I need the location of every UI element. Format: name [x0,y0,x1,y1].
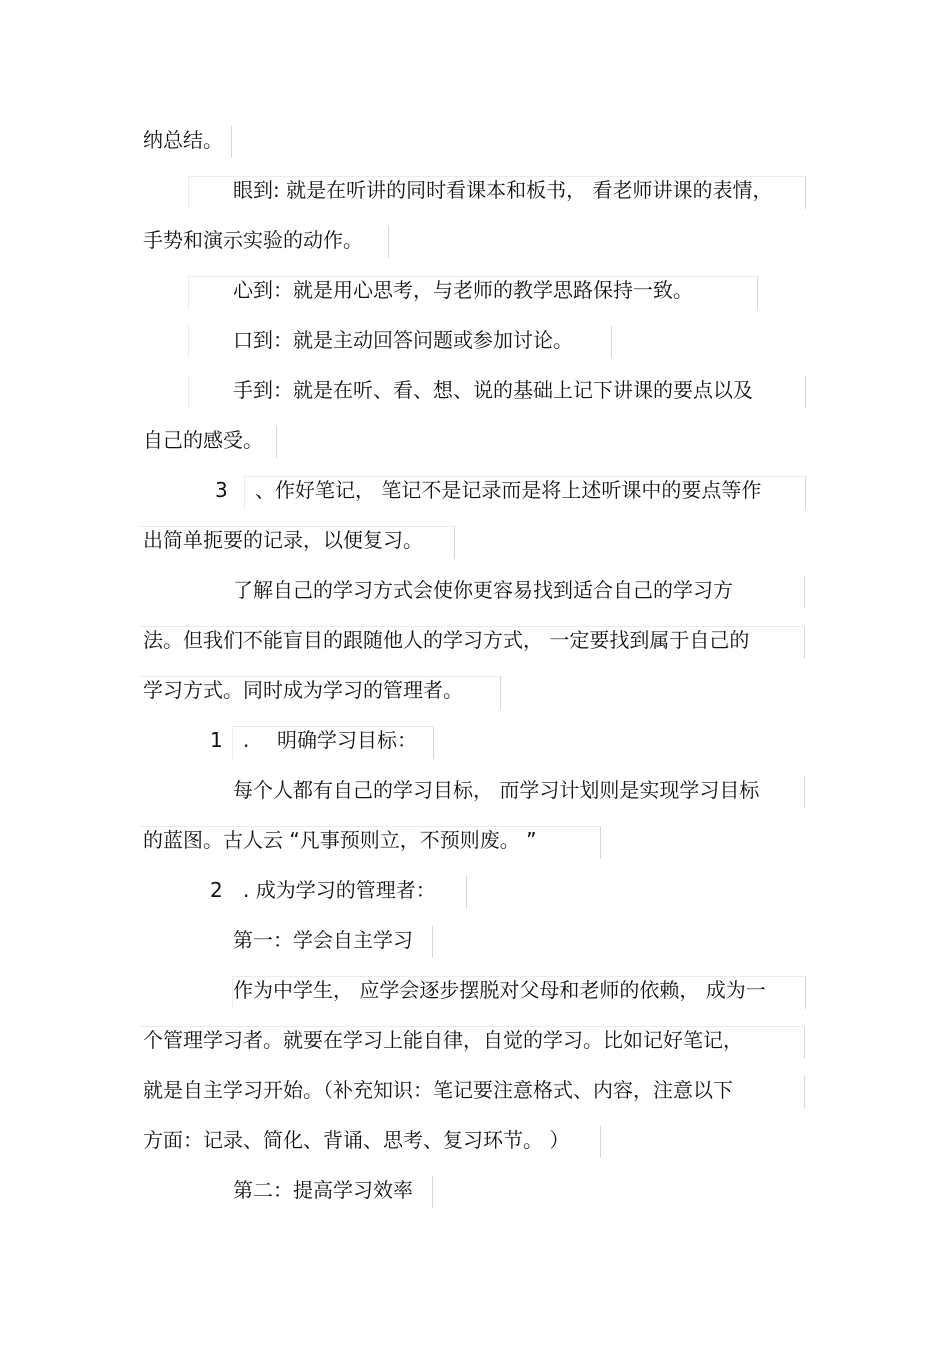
paragraph-line: 的蓝图。古人云 “凡事预则立，不预则废。 ” [143,828,537,852]
sub-heading: 第二：提高学习效率 [233,1178,413,1202]
paragraph-line: 手到：就是在听、看、想、说的基础上记下讲课的要点以及 [233,378,753,402]
paragraph-line: 每个人都有自己的学习目标， 而学习计划则是实现学习目标 [233,778,760,802]
paragraph-line: 自己的感受。 [143,428,263,452]
list-number: 3 [215,478,228,502]
paragraph-line: 个管理学习者。就要在学习上能自律，自觉的学习。比如记好笔记， [143,1028,743,1052]
section-heading: . 成为学习的管理者： [243,878,436,902]
paragraph-line: 出简单扼要的记录，以便复习。 [143,528,423,552]
paragraph-line: 手势和演示实验的动作。 [143,228,363,252]
sub-heading: 第一：学会自主学习 [233,928,413,952]
paragraph-line: 了解自己的学习方式会使你更容易找到适合自己的学习方 [233,578,733,602]
paragraph-line: 方面：记录、简化、背诵、思考、复习环节。 ） [143,1128,570,1152]
paragraph-line: 口到：就是主动回答问题或参加讨论。 [233,328,573,352]
list-number: 1 [210,728,223,752]
list-number: 2 [210,878,223,902]
paragraph-line: 纳总结。 [143,128,223,152]
paragraph-line: 作为中学生， 应学会逐步摆脱对父母和老师的依赖， 成为一 [233,978,766,1002]
section-heading: 明确学习目标： [277,728,417,752]
paragraph-line: 心到：就是用心思考，与老师的教学思路保持一致。 [233,278,693,302]
list-dot: . [243,728,250,752]
paragraph-line: 眼到: 就是在听讲的同时看课本和板书， 看老师讲课的表情， [233,178,773,202]
paragraph-line: 法。但我们不能盲目的跟随他人的学习方式， 一定要找到属于自己的 [143,628,750,652]
paragraph-line: 、作好笔记， 笔记不是记录而是将上述听课中的要点等作 [255,478,762,502]
paragraph-line: 就是自主学习开始。（补充知识：笔记要注意格式、内容，注意以下 [143,1078,733,1102]
paragraph-line: 学习方式。同时成为学习的管理者。 [143,678,463,702]
